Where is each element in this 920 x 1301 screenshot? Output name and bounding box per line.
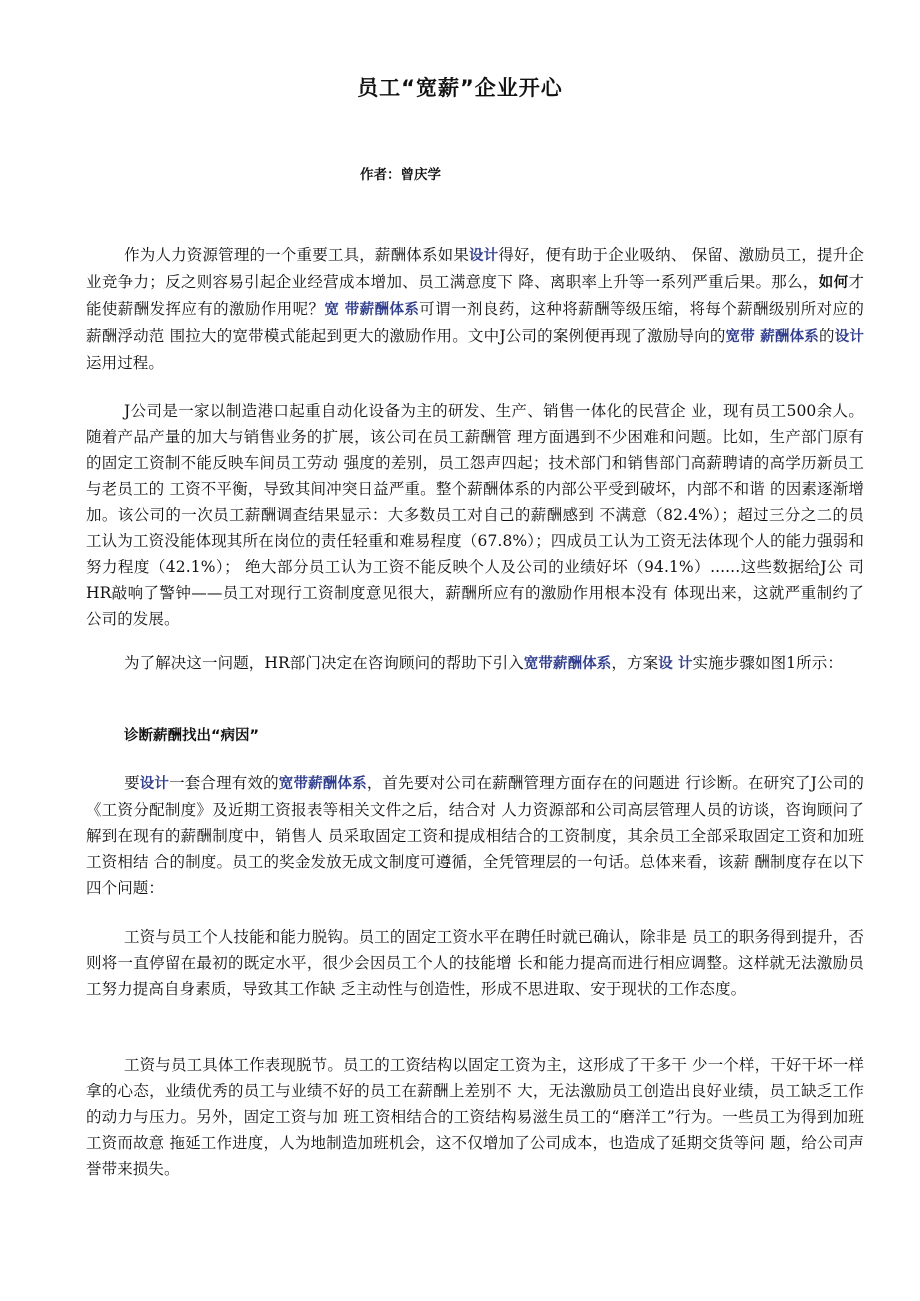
- text-run: ，方案: [611, 654, 659, 672]
- paragraph-diagnosis: [86, 770, 864, 901]
- article-title: 员工“宽薪”企业开心: [357, 76, 563, 100]
- paragraph-solution: [86, 650, 864, 677]
- text-run: ，首先要对公司在薪酬管理方面存在的问题进 行诊断。在研究了J公司的《工资分配制度》及近期工资报表等相关文件之后，结合对 人力资源部和公司高层管理人员的访谈，咨询顾问了解到在现有的薪酬制度中，销售人 员采取固定工资和提成相结合的工资制度，其余员工全部采取固定工资和加班工资相结 合的制度。员工的奖金发放无成文制度可遵循，全凭管理层的一句话。总体来看，该薪 酬制度存在以下四个问题：: [86, 774, 865, 897]
- text-run: 要: [124, 774, 140, 792]
- keyword-link-design[interactable]: 设计: [834, 329, 865, 345]
- text-run: 实施步骤如图1所示：: [692, 654, 843, 672]
- text-run: J公司是一家以制造港口起重自动化设备为主的研发、生产、销售一体化的民营企 业，现有员工500余人。随着产品产量的加大与销售业务的扩展，该公司在员工薪酬管 理方面遇到不少困难和问题。比如，生产部门原有的固定工资制不能反映车间员工劳动 强度的差别，员工怨声四起；技术部门和销售部门高薪聘请的高学历新员工与老员工的 工资不平衡，导致其间冲突日益严重。整个薪酬体系的内部公平受到破坏，内部不和谐 的因素逐渐增加。该公司的一次员工薪酬调查结果显示：大多数员工对自己的薪酬感到 不满意（82.4%）；超过三分之二的员工认为工资没能体现其所在岗位的责任轻重和难易程度（67.8%）；四成员工认为工资无法体现个人的能力强弱和努力程度（42.1%）； 绝大部分员工认为工资不能反映个人及公司的业绩好坏（94.1%）......这些数据给J公 司HR敲响了警钟——员工对现行工资制度意见很大，薪酬所应有的激励作用根本没有 体现出来，这就严重制约了公司的发展。: [86, 402, 864, 628]
- text-run: 的: [819, 327, 835, 345]
- text-run: 运用过程。: [86, 354, 165, 372]
- keyword-how: 如何: [818, 275, 849, 291]
- text-run: 为了解决这一问题，HR部门决定在咨询顾问的帮助下引入: [124, 654, 524, 672]
- text-run: 作为人力资源管理的一个重要工具，薪酬体系如果: [124, 246, 469, 264]
- text-run: 得好，便有助于企业吸纳、 保留、激励员工，提升企业竞争力；反之则容易引起企业经营成本增加、员工满意度下 降、离职率上升等一系列严重后果。那么，: [86, 246, 864, 291]
- section-heading: 诊断薪酬找出“病因”: [124, 728, 260, 744]
- paragraph-problem-1: [86, 924, 864, 1002]
- author-line: 作者：曾庆学: [360, 167, 441, 183]
- keyword-link-design[interactable]: 设 计: [658, 656, 693, 672]
- text-run: 一套合理有效的: [169, 774, 279, 792]
- keyword-link-design[interactable]: 设计: [469, 248, 499, 264]
- text-run: 可谓一剂良药，这种将薪酬等级压缩，将每个薪酬级别所对应的薪酬浮动范 围拉大的宽带模式能起到更大的激励作用。文中J公司的案例便再现了激励导向的: [86, 300, 864, 345]
- keyword-link-broadband-pay[interactable]: 宽带薪酬体系: [523, 656, 612, 672]
- paragraph-intro: [86, 242, 864, 376]
- text-run: 工资与员工具体工作表现脱节。员工的工资结构以固定工资为主，这形成了干多干 少一个样，干好干坏一样拿的心态，业绩优秀的员工与业绩不好的员工在薪酬上差别不 大，无法激励员工创造出良好业绩，员工缺乏工作的动力与压力。另外，固定工资与加 班工资相结合的工资结构易滋生员工的“磨洋工”行为。一些员工为得到加班工资而故意 拖延工作进度，人为地制造加班机会，这不仅增加了公司成本，也造成了延期交货等问 题，给公司声誉带来损失。: [86, 1056, 864, 1178]
- keyword-link-design[interactable]: 设计: [139, 776, 170, 792]
- text-run: 工资与员工个人技能和能力脱钩。员工的固定工资水平在聘任时就已确认，除非是 员工的职务得到提升，否则将一直停留在最初的既定水平，很少会因员工个人的技能增 长和能力提高而进行相应调整。这样就无法激励员工努力提高自身素质，导致其工作缺 乏主动性与创造性，形成不思进取、安于现状的工作态度。: [86, 928, 864, 998]
- paragraph-problem-2: [86, 1052, 864, 1182]
- keyword-link-broadband-pay[interactable]: 宽带 薪酬体系: [725, 329, 819, 345]
- text-run: 才能使薪酬发挥应有的激励作用呢？: [86, 273, 864, 318]
- keyword-link-broadband-pay[interactable]: 宽带薪酬体系: [278, 776, 367, 792]
- paragraph-company-background: [86, 398, 864, 632]
- keyword-link-broadband-pay[interactable]: 宽 带薪酬体系: [324, 302, 420, 318]
